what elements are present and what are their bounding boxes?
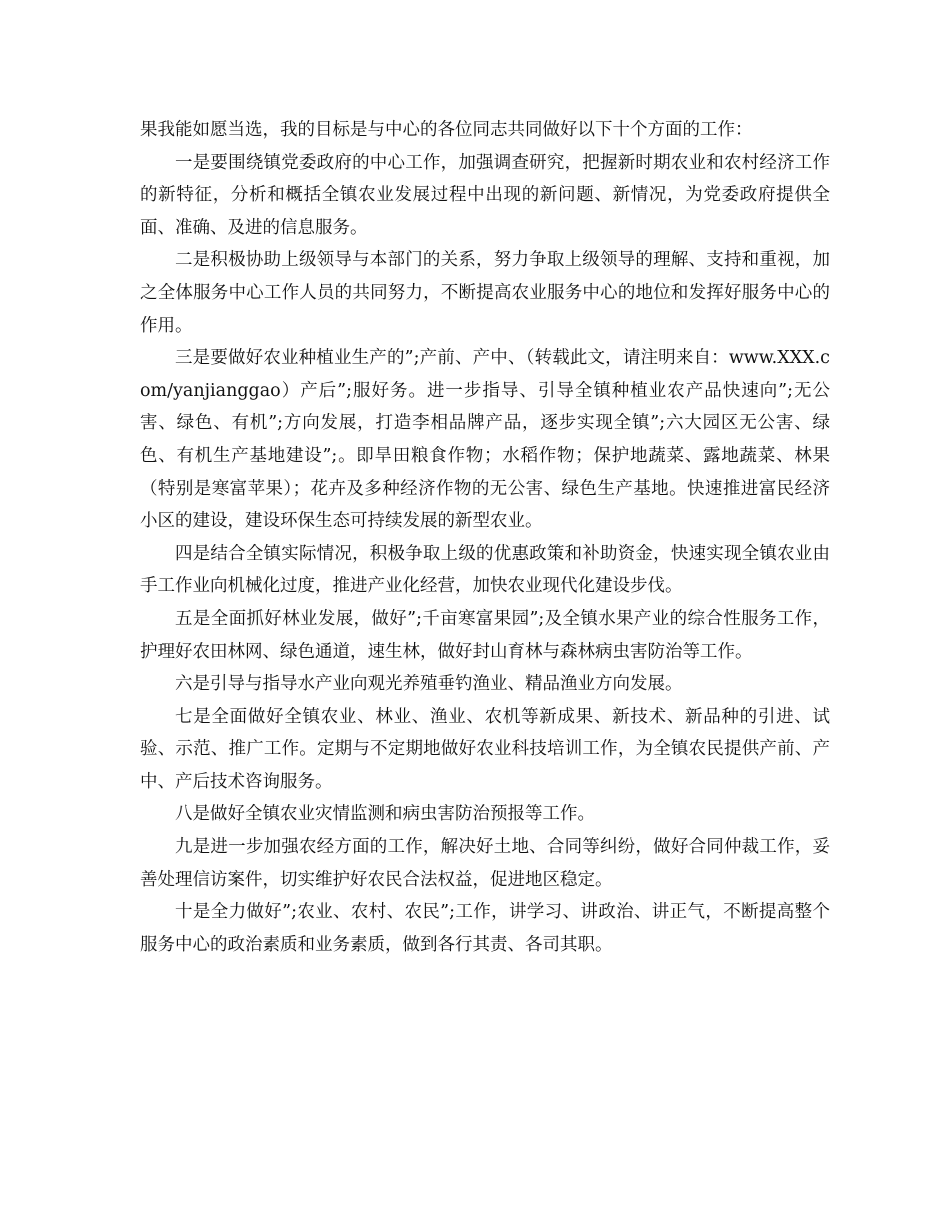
paragraph-item-10: 十是全力做好”;农业、农村、农民”;工作，讲学习、讲政治、讲正气，不断提高整个服务中心的政治素质和业务素质，做到各行其责、各司其职。 [140,902,830,955]
paragraph-item-9: 九是进一步加强农经方面的工作，解决好土地、合同等纠纷，做好合同仲裁工作，妥善处理信访案件，切实维护好农民合法权益，促进地区稳定。 [140,837,830,890]
paragraph-item-7: 七是全面做好全镇农业、林业、渔业、农机等新成果、新技术、新品种的引进、试验、示范、推广工作。定期与不定期地做好农业科技培训工作，为全镇农民提供产前、产中、产后技术咨询服务。 [140,706,830,792]
paragraph-item-8: 八是做好全镇农业灾情监测和病虫害防治预报等工作。 [175,804,595,825]
paragraph-item-1: 一是要围绕镇党委政府的中心工作，加强调查研究，把握新时期农业和农村经济工作的新特征，分析和概括全镇农业发展过程中出现的新问题、新情况，为党委政府提供全面、准确、及进的信息服务。 [140,152,830,238]
paragraph-item-2: 二是积极协助上级领导与本部门的关系，努力争取上级领导的理解、支持和重视，加之全体服务中心工作人员的共同努力，不断提高农业服务中心的地位和发挥好服务中心的作用。 [140,250,830,336]
paragraph-item-6: 六是引导与指导水产业向观光养殖垂钓渔业、精品渔业方向发展。 [175,674,683,695]
paragraph-item-3: 三是要做好农业种植业生产的”;产前、产中、（转载此文，请注明来自：www.XXX.com/yanjianggao）产后”;服好务。进一步指导、引导全镇种植业农产品快速向”;无公害、绿色、有机”;方向发展，打造李相品牌产品，逐步实现全镇”;六大园区无公害、绿色、有机生产基地建设”;。即旱田粮食作物；水稻作物；保护地蔬菜、露地蔬菜、林果（特别是寒富苹果）；花卉及多种经济作物的无公害、绿色生产基地。快速推进富民经济小区的建设，建设环保生态可持续发展的新型农业。 [140,348,830,532]
paragraph-intro: 果我能如愿当选，我的目标是与中心的各位同志共同做好以下十个方面的工作： [140,120,753,140]
paragraph-item-4: 四是结合全镇实际情况，积极争取上级的优惠政策和补助资金，快速实现全镇农业由手工作业向机械化过度，推进产业化经营，加快农业现代化建设步伐。 [140,543,830,597]
document-body [140,114,830,961]
paragraph-item-5: 五是全面抓好林业发展，做好”;千亩寒富果园”;及全镇水果产业的综合性服务工作，护理好农田林网、绿色通道，速生林，做好封山育林与森林病虫害防治等工作。 [140,608,830,662]
